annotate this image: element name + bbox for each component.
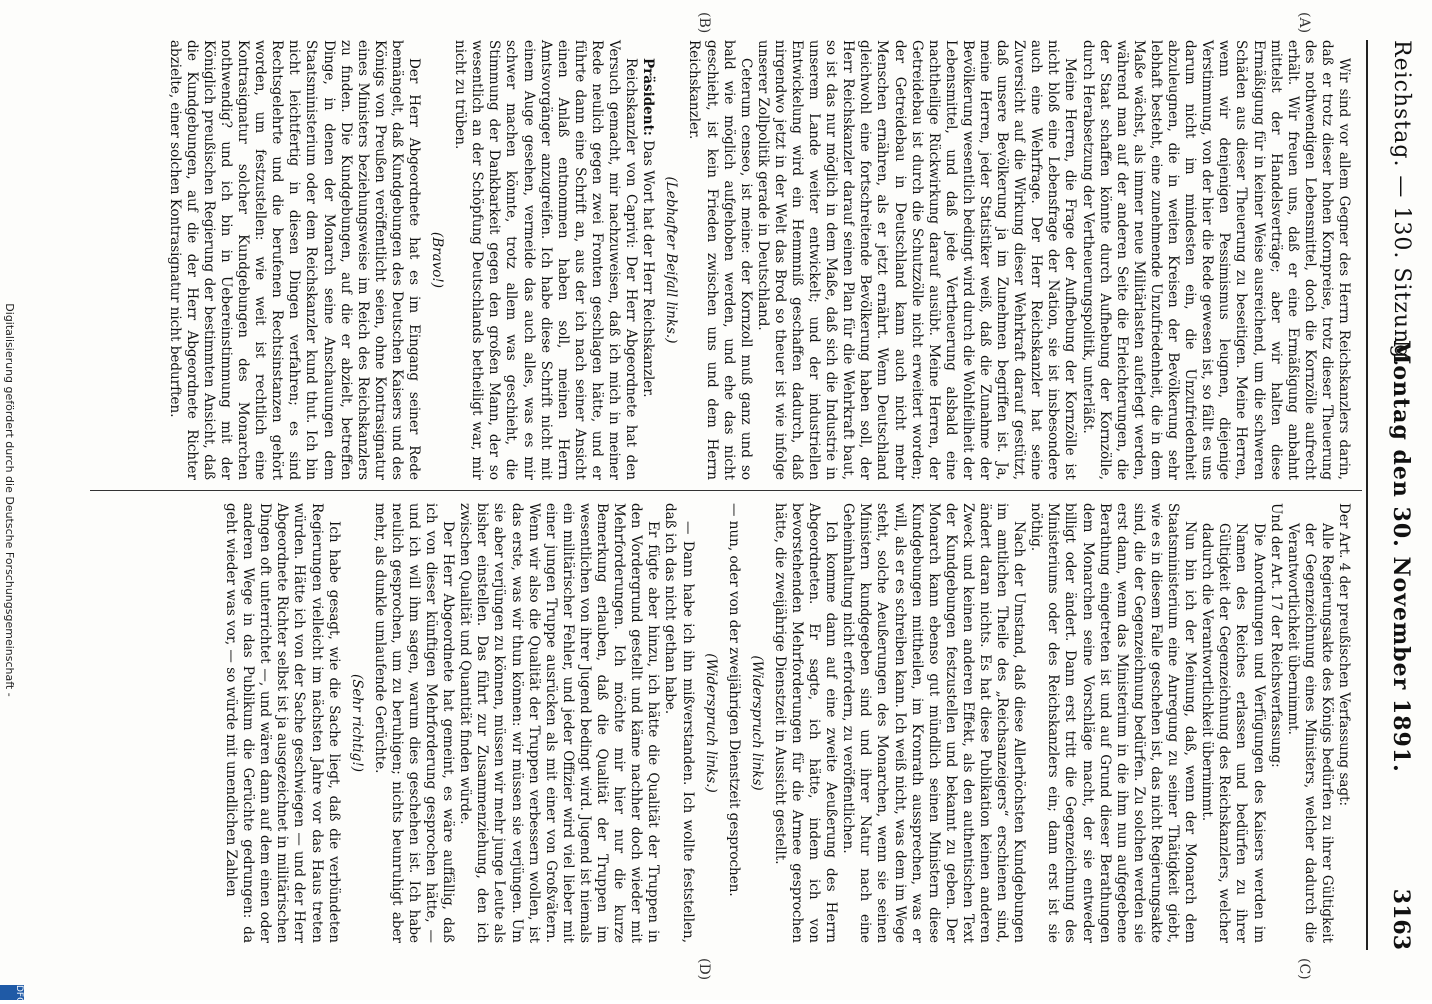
marker-c: (C) [1296, 958, 1312, 980]
footer-credit: Digitalisierung gefördert durch die Deutsche Forschungsgemeinschaft - [3, 303, 16, 697]
interjection: (Lebhafter Beifall links.) [663, 176, 680, 344]
header-session: Reichstag. — 130. Sitzung. [1389, 40, 1414, 368]
marker-d: (D) [696, 958, 712, 981]
header-rule [1366, 40, 1368, 950]
marker-a: (A) [1296, 12, 1312, 34]
left-column [166, 40, 1352, 480]
interjection: (Bravo!) [429, 231, 446, 289]
marker-b: (B) [696, 12, 712, 34]
speaker-text: Das Wort hat der Herr Reichskanzler. [640, 140, 657, 398]
interjection: (Widerspruch links.) [702, 653, 719, 793]
paragraph: Der Herr Abgeordnete hat gemeint, es wäre auffällig, daß ich von dieser künftigen Mehrforderung gesprochen hätte, — und ich will ihm sagen, warum dies geschehen ist. Ich habe neulich gesprochen, um zu beruhigen; nichts beunruhigt aber mehr, als dunkle umlaufende Gerüchte. [371, 503, 457, 943]
paragraph: Nun bin ich der Meinung, daß, wenn der Monarch dem Staatsministerium eine Anregung zu seiner Thätigkeit giebt, wie es in diesem Falle geschehen ist, das nicht Regierungsakte sind, die der Gegenzeichnung bedürfen. Zu solchen werden sie erst dann, wenn das Ministerium in die ihm nun aufgegebene Berathung eingetreten ist und auf Grund dieser Berathungen dem Monarchen seine Vorschläge macht, der sie entweder billigt oder ändert. Dann erst tritt die Gegenzeichnung des Ministeriums oder des Reichskanzlers ein; dann erst ist sie nöthig. [1028, 503, 1199, 943]
paragraph: Ich habe gesagt, wie die Sache liegt, daß die verbündeten Regierungen vielleicht im nächsten Jahre vor das Haus treten würden. Hätte ich von der Sache geschwiegen — und der Herr Abgeordnete Richter selbst ist ja ausgezeichnet in militärischen Dingen oft unterrichtet —, und wären dann auf dem einen oder anderen Wege in das Publikum die Gerüchte gedrungen: da geht wieder was vor, — so würde mit unendlichen Zahlen [223, 503, 342, 943]
speaker-label: Präsident: [640, 58, 657, 136]
paragraph: Meine Herren, die Frage der Aufhebung der Kornzölle ist nicht bloß eine Lebensfrage der Nation, sie ist insbesondere auch eine Wehrfrage. Der Herr Reichskanzler hat seine Zuversicht auf die Wirkung dieser Wehrkraft darauf gestützt, daß unsere Bevölkerung ja im Zunehmen begriffen ist. Ja, meine Herren, jeder Statistiker weiß, daß die Zunahme der Bevölkerung wesentlich bedingt wird durch die Wohlfeilheit der Lebensmittel, und daß jede Vertheuerung alsbald eine nachtheilige Rückwirkung darauf ausübt. Meine Herren, der Getreidebau ist durch die Schutzzölle nicht erweitert worden; der Getreidebau in Deutschland kann auch nicht mehr Menschen ernähren, als er jetzt ernährt. Wenn Deutschland gleichwohl eine fortschreitende Bevölkerung haben soll, der Herr Reichskanzler darauf seinen Plan für die Wehrkraft baut, so ist das nur möglich in dem Maße, daß sich die Industrie in unserem Lande weiter entwickelt; und der industriellen Entwickelung wird ein Hemmniß geschaffen dadurch, daß nirgendwo jetzt in der Welt das Brod so theuer ist wie infolge unserer Zollpolitik gerade in Deutschland. [754, 40, 1079, 480]
speaker-paragraph [639, 40, 656, 480]
interjection: (Widerspruch links) [748, 655, 765, 791]
page-number: 3163 [1388, 888, 1414, 950]
column-divider [90, 490, 1362, 491]
right-column [222, 503, 1352, 943]
paragraph: Der Herr Abgeordnete hat es im Eingang seiner Rede bemängelt, daß Kundgebungen des Deutschen Kaisers und des Königs von Preußen veröffentlicht seien, ohne Kontrasignatur eines Ministers beziehungsweise im Reich des Reichskanzlers zu finden. Die Kundgebungen, auf die er abzielt, betreffen Dinge, in denen der Monarch seine Anschauungen dem Staatsministerium oder dem Reichskanzler kund thut. Ich bin nicht leichtfertig in diesen Dingen verfahren; es sind Rechtsgelehrte und die berufenen Rechtsinstanzen gehört worden, um festzustellen: wie weit ist rechtlich eine Kontrasignatur solcher Kundgebungen des Monarchen nothwendig? und ich bin in Uebereinstimmung mit der Königlich preußischen Regierung der bestimmten Ansicht, daß die Kundgebungen, auf die der Herr Abgeordnete Richter abzielte, einer solchen Kontrasignatur nicht bedurften. [166, 40, 423, 480]
paragraph: Nach der Umstand, daß diese Allerhöchsten Kundgebungen im amtlichen Theile des „Reichsanzeigers“ erschienen sind, ändert daran nichts. Es hat diese Publikation keinen anderen Zweck und keinen anderen Effekt, als den authentischen Text der Kundgebungen festzustellen und bekannt zu geben. Der Monarch kann ebenso gut mündlich seinen Ministern diese Kundgebungen mittheilen, im Kronrath aussprechen, was er will, als er es schreiben kann. Ich weiß nicht, was dem im Wege steht, solche Aeußerungen des Monarchen, wenn sie seinen Ministern kundgegeben sind und ihrer Natur nach eine Geheimhaltung nicht erfordern, zu veröffentlichen. [840, 503, 1028, 943]
paragraph: Reichskanzler von Caprivi: Der Herr Abgeordnete hat den Versuch gemacht, mir nachzuweisen, daß ich mich in meiner Rede neulich gegen zwei Fronten geschlagen hätte, und er führte dann eine Schrift an, aus der ich nach seiner Ansicht einen Anlaß entnommen haben soll, meinen Herrn Amtsvorgänger anzugreifen. Ich habe diese Schrift nicht mit einem Auge gesehen, vermeide das auch alles, was es mir schwer machen könnte, trotz allem was geschieht, die Stimmung der Dankbarkeit gegen den großen Mann, der so wesentlich an der Schöpfung Deutschlands betheiligt war, mir nicht zu trüben. [452, 40, 640, 480]
quoted-article: Alle Regierungsakte des Königs bedürfen zu ihrer Gültigkeit der Gegenzeichnung eines Ministers, welcher dadurch die Verantwortlichkeit übernimmt. [1284, 523, 1335, 943]
paragraph: Wir sind vor allem Gegner des Herrn Reichskanzlers darin, daß er trotz dieser hohen Kornpreise, trotz dieser Theuerung des nothwendigen Lebensmittel, doch die Kornzölle aufrecht erhält. Wir freuen uns, daß er eine Ermäßigung anbahnt mittelst der Handelsverträge; aber wir halten diese Ermäßigung für in keiner Weise ausreichend, um die schweren Schäden aus dieser Theuerung zu beseitigen. Meine Herren, wenn wir denjenigen Pessimismus leugnen, diejenige Verstimmung, von der hier die Rede gewesen ist, so fällt es uns darum nicht im mindesten ein, die Unzufriedenheit abzuleugnen, die in weiten Kreisen der Bevölkerung sehr lebhaft besteht, eine zunehmende Unzufriedenheit, die in dem Maße wächst, als immer neue Militärlasten auferlegt werden, während man auf der anderen Seite die Erleichterungen, die der Staat schaffen könnte durch Aufhebung der Kornzölle, durch Herabsetzung der Vertheuerungspolitik, unterläßt. [1079, 40, 1352, 480]
paragraph: Und der Art. 17 der Reichsverfassung: [1267, 503, 1284, 768]
paragraph: Der Art. 4 der preußischen Verfassung sagt: [1336, 503, 1352, 807]
paragraph: Ich komme dann auf eine zweite Aeußerung des Herrn Abgeordneten. Er sagte, ich hätte, indem ich von bevorstehenden Mehrforderungen für die Armee gesprochen hätte, die zweijährige Dienstzeit in Aussicht gestellt. [771, 503, 840, 943]
paragraph: — nun, oder von der zweijährigen Dienstzeit gesprochen. [725, 503, 742, 897]
interjection: (Sehr richtig!) [348, 673, 365, 773]
page-header [1360, 40, 1420, 950]
paragraph: Ceterum censeo, ist meine: der Kornzoll muß ganz und so bald wie möglich aufgehoben werden, und ehe das nicht geschieht, ist kein Frieden zwischen uns und dem Herrn Reichskanzler. [686, 40, 754, 480]
quoted-article: Die Anordnungen und Verfügungen des Kaisers werden im Namen des Reiches erlassen und bedürfen zu ihrer Gültigkeit der Gegenzeichnung des Reichskanzlers, welcher dadurch die Verantwortlichkeit übernimmt. [1199, 523, 1267, 943]
dfg-logo: DFG [0, 985, 24, 1000]
header-date: Montag den 30. November 1891. [1388, 340, 1414, 773]
paragraph: — Dann habe ich ihn mißverstanden. Ich wollte feststellen, daß ich das nicht gethan habe. [662, 503, 696, 943]
paragraph: Er fügte aber hinzu, ich hätte die Qualität der Truppen in den Vordergrund gestellt und käme nachher doch wieder mit Mehrforderungen. Ich möchte mir hier nur die kurze Bemerkung erlauben, daß die Qualität der Truppen im wesentlichen von ihrer Jugend bedingt wird. Jugend ist niemals ein militärischer Fehler, und jeder Offizier wird viel lieber mit einer jungen Truppe ausrücken als mit einer von Großvätern. Wenn wir also die Qualität der Truppen verbessern wollen, ist das erste, was wir thun können: wir müssen sie verjüngen. Um sie aber verjüngen zu können, müssen wir mehr junge Leute als bisher einstellen. Das führt zur Zusammenziehung, den ich zwischen Qualität und Quantität finden würde. [457, 503, 662, 943]
